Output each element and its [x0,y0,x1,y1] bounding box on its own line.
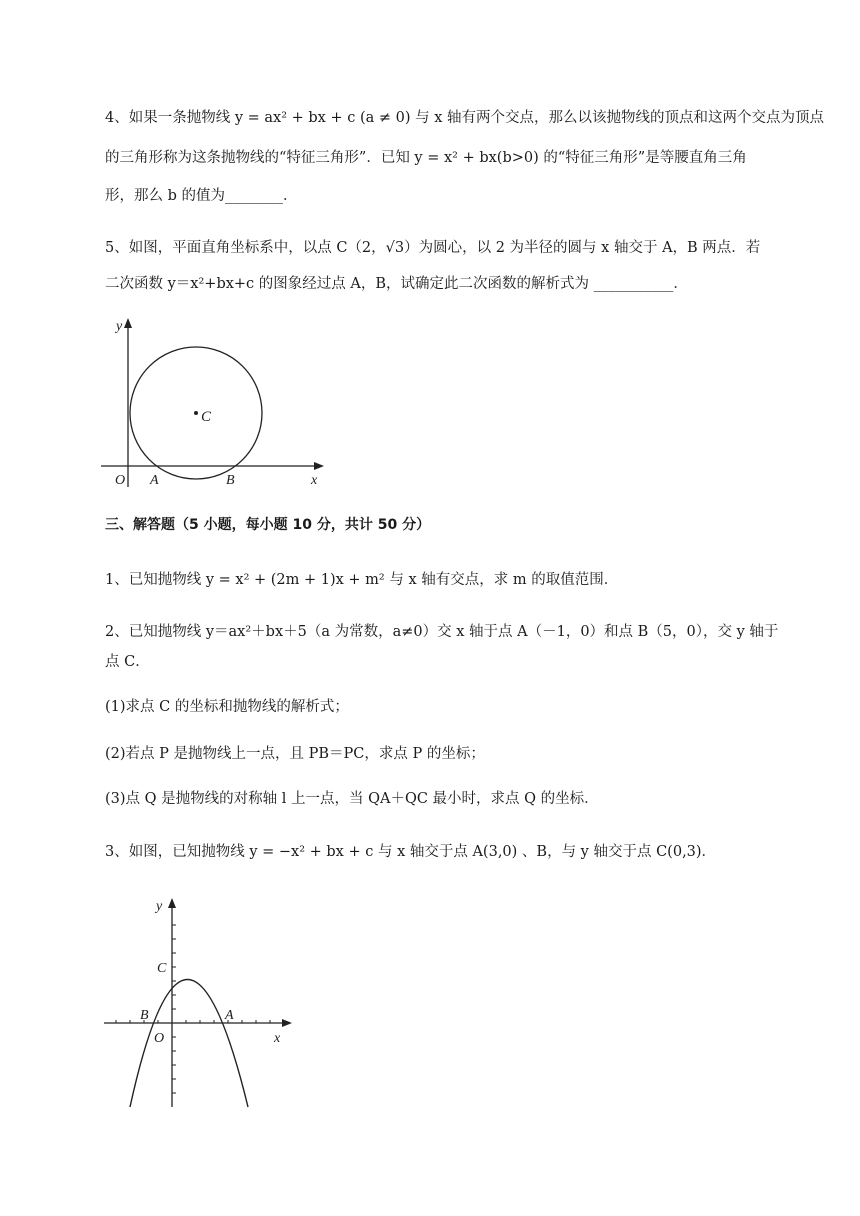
p2-sub-2: (2)若点 P 是抛物线上一点，且 PB＝PC，求点 P 的坐标； [105,746,485,762]
p3-parabola-figure [100,892,300,1112]
p3-c-label: C [157,961,167,976]
q5-y-arrow [124,318,132,328]
q5-x-arrow [314,462,324,470]
p2-line-1: 2、已知抛物线 y＝ax²＋bx＋5（a 为常数，a≠0）交 x 轴于点 A（－1，0）和点 B（5，0），交 y 轴于 [105,624,779,640]
q5-b-label: B [226,473,235,488]
q5-x-label: x [311,473,318,488]
p3-x-arrow [282,1019,292,1027]
p1-text: 1、已知抛物线 y = x² + (2m + 1)x + m² 与 x 轴有交点，求 m 的取值范围． [105,572,619,588]
section-heading: 三、解答题（5 小题，每小题 10 分，共计 50 分） [105,517,431,533]
q4-line-1: 4、如果一条抛物线 y = ax² + bx + c (a ≠ 0) 与 x 轴有两个交点，那么以该抛物线的顶点和这两个交点为顶点 [105,110,825,126]
p3-b-label: B [140,1008,149,1023]
p3-a-label: A [225,1008,234,1023]
q5-center-point [194,411,198,415]
q5-origin-label: O [115,473,126,488]
q5-a-label: A [150,473,159,488]
p3-x-label: x [274,1031,281,1046]
q4-line-3: 形，那么 b 的值为________． [105,188,298,204]
q5-line-1: 5、如图，平面直角坐标系中，以点 C（2，√3）为圆心，以 2 为半径的圆与 x 轴交于 A，B 两点．若 [105,240,761,256]
p3-y-arrow [168,898,176,908]
p3-origin-label: O [154,1031,165,1046]
q5-line-2: 二次函数 y＝x²+bx+c 的图象经过点 A，B，试确定此二次函数的解析式为 ___________． [105,276,688,292]
p3-text: 3、如图，已知抛物线 y = −x² + bx + c 与 x 轴交于点 A(3,0) 、B，与 y 轴交于点 C(0,3)． [105,844,717,860]
q5-y-label: y [116,319,123,334]
q5-center-label: C [201,409,212,425]
p2-sub-1: (1)求点 C 的坐标和抛物线的解析式； [105,699,349,715]
q4-line-2: 的三角形称为这条抛物线的“特征三角形”．已知 y = x² + bx(b>0) 的“特征三角形”是等腰直角三角 [105,150,747,166]
p2-sub-3: (3)点 Q 是抛物线的对称轴 l 上一点，当 QA＋QC 最小时，求点 Q 的坐标． [105,791,599,807]
q5-circle-figure [95,312,335,492]
p3-y-label: y [156,899,163,914]
p2-line-2: 点 C． [105,654,150,670]
p3-parabola-curve [130,980,248,1108]
